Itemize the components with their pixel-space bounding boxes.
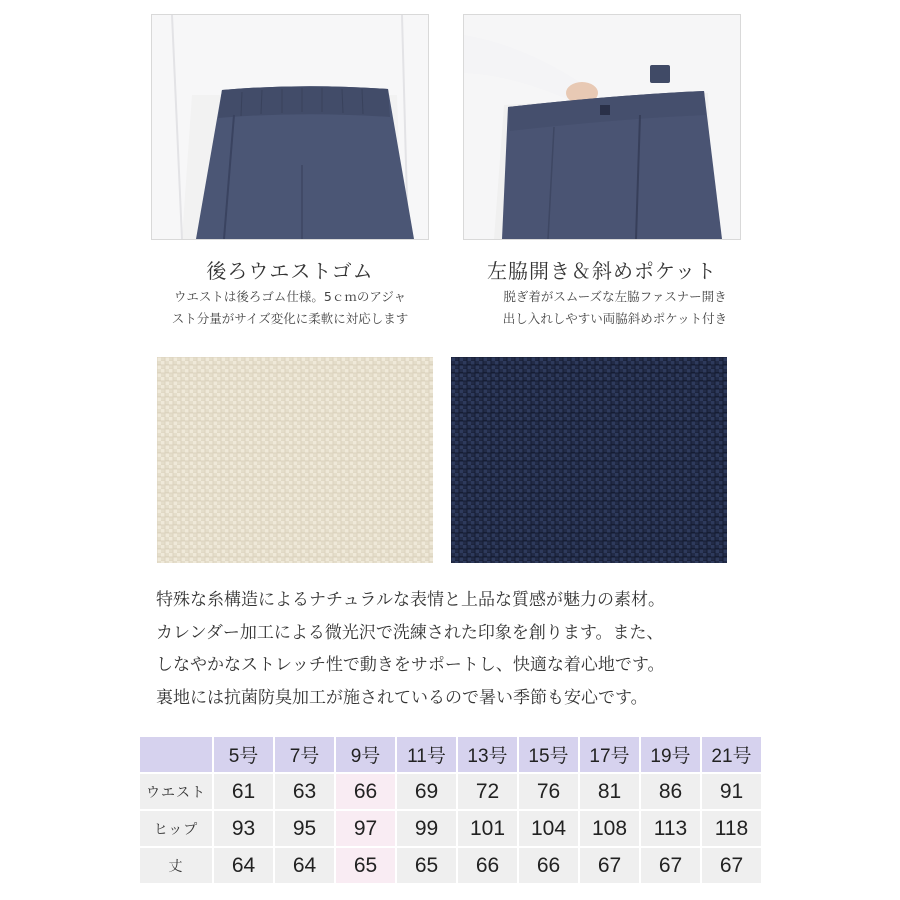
size-table-corner — [140, 737, 214, 774]
size-cell: 67 — [641, 848, 702, 885]
size-cell: 64 — [214, 848, 275, 885]
size-cell: 67 — [702, 848, 763, 885]
size-cell: 113 — [641, 811, 702, 848]
size-cell: 65 — [397, 848, 458, 885]
size-cell: 86 — [641, 774, 702, 811]
size-cell: 66 — [336, 774, 397, 811]
size-cell: 76 — [519, 774, 580, 811]
feature-title-side-opening: 左脇開き＆斜めポケット — [487, 259, 717, 283]
size-header-row — [140, 737, 763, 774]
photo-side-opening — [463, 14, 741, 240]
size-cell: 81 — [580, 774, 641, 811]
row-label: ウエスト — [140, 774, 214, 811]
size-cell: 61 — [214, 774, 275, 811]
feature-desc-line: ウエストは後ろゴム仕様。5ｃｍのアジャ — [173, 289, 407, 304]
size-header: 9号 — [336, 737, 397, 774]
size-cell: 67 — [580, 848, 641, 885]
photo-back-waist — [151, 14, 429, 240]
size-header: 21号 — [702, 737, 763, 774]
fabric-swatch-beige — [157, 357, 433, 563]
size-cell: 72 — [458, 774, 519, 811]
feature-desc-line: 出し入れしやすい両脇斜めポケット付き — [502, 311, 728, 326]
size-cell: 95 — [275, 811, 336, 848]
size-header: 19号 — [641, 737, 702, 774]
fabric-description — [156, 584, 776, 714]
size-header: 15号 — [519, 737, 580, 774]
row-label: ヒップ — [140, 811, 214, 848]
fabric-swatch-navy — [451, 357, 727, 563]
description-line: カレンダー加工による微光沢で洗練された印象を創ります。また、 — [156, 622, 664, 643]
size-cell: 101 — [458, 811, 519, 848]
size-cell: 91 — [702, 774, 763, 811]
size-cell: 66 — [458, 848, 519, 885]
feature-title-back-waist: 後ろウエストゴム — [206, 259, 374, 283]
size-header: 5号 — [214, 737, 275, 774]
size-cell: 65 — [336, 848, 397, 885]
size-header: 7号 — [275, 737, 336, 774]
row-label: 丈 — [140, 848, 214, 885]
description-line: 特殊な糸構造によるナチュラルな表情と上品な質感が魅力の素材。 — [156, 590, 665, 610]
size-cell: 93 — [214, 811, 275, 848]
feature-desc-side-opening — [455, 286, 775, 330]
size-cell: 66 — [519, 848, 580, 885]
size-cell: 64 — [275, 848, 336, 885]
size-cell: 97 — [336, 811, 397, 848]
feature-desc-back-waist — [130, 286, 450, 330]
size-table — [140, 737, 763, 885]
feature-desc-line: スト分量がサイズ変化に柔軟に対応します — [171, 311, 409, 326]
size-cell: 108 — [580, 811, 641, 848]
description-line: しなやかなストレッチ性で動きをサポートし、快適な着心地です。 — [156, 655, 665, 675]
size-header: 17号 — [580, 737, 641, 774]
size-cell: 69 — [397, 774, 458, 811]
size-cell: 99 — [397, 811, 458, 848]
size-cell: 63 — [275, 774, 336, 811]
size-row-waist — [140, 774, 763, 811]
size-row-hip — [140, 811, 763, 848]
size-header: 11号 — [397, 737, 458, 774]
size-cell: 104 — [519, 811, 580, 848]
feature-desc-line: 脱ぎ着がスムーズな左脇ファスナー開き — [503, 289, 727, 304]
size-row-length — [140, 848, 763, 885]
size-cell: 118 — [702, 811, 763, 848]
description-line: 裏地には抗菌防臭加工が施されているので暑い季節も安心です。 — [156, 687, 648, 708]
size-header: 13号 — [458, 737, 519, 774]
